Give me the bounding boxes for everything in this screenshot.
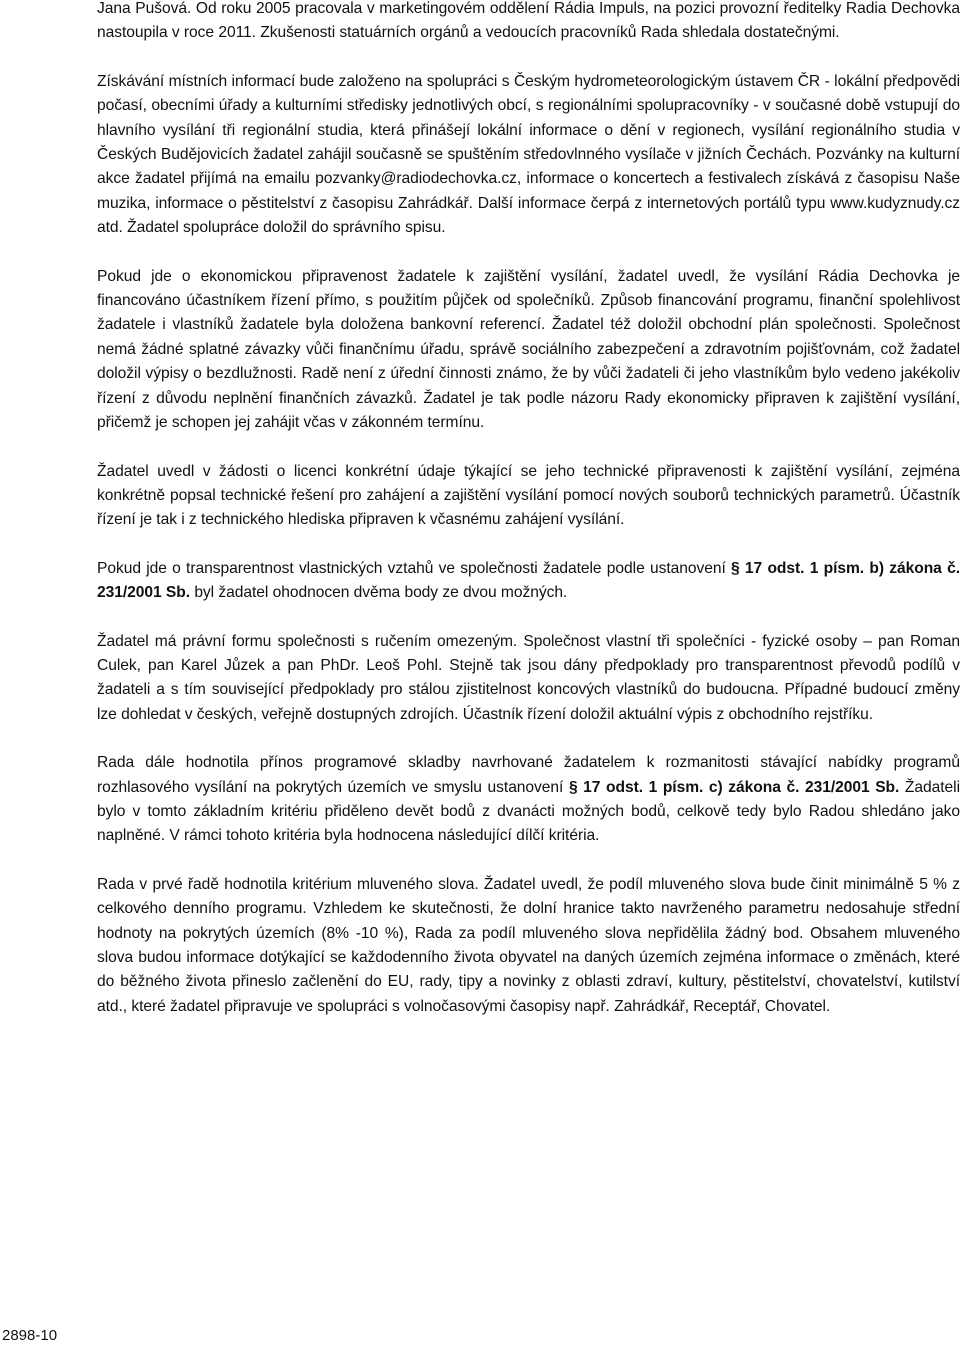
- document-page: [97, 0, 960, 1019]
- paragraph-staff-experience: Jana Pušová. Od roku 2005 pracovala v marketingovém oddělení Rádia Impuls, na pozici provozní ředitelky Radia Dechovka nastoupila v roce 2011. Zkušenosti statuárních orgánů a vedoucích pracovníků Rada shledala dostatečnými.: [97, 0, 960, 42]
- ownership-text-before: Pokud jde o transparentnost vlastnických vztahů ve společnosti žadatele podle ustanovení: [97, 559, 732, 577]
- legal-reference-b: § 17 odst. 1 písm. b) zákona č. 231/2001 Sb.: [97, 559, 960, 602]
- paragraph-program-diversity: [97, 751, 960, 849]
- ownership-text-after: byl žadatel ohodnocen dvěma body ze dvou možných.: [190, 584, 568, 602]
- diversity-text-before: Rada dále hodnotila přínos programové skladby navrhované žadatelem k rozmanitosti stávající nabídky programů rozhlasového vysílání na pokrytých územích ve smyslu ustanovení: [97, 754, 960, 796]
- paragraph-spoken-word: Rada v prvé řadě hodnotila kritérium mluveného slova. Žadatel uvedl, že podíl mluveného slova bude činit minimálně 5 % z celkového denního programu. Vzhledem ke skutečnosti, že dolní hranice takto navrženého parametru nedosahuje střední hodnoty na pokrytých územích (8% -10 %), Rada za podíl mluveného slova nepřidělila žádný bod. Obsahem mluveného slova budou informace dotýkající se každodenního života obyvatel na daných územích zejména informace o změnách, které do běžného života přineslo začlenění do EU, rady, tipy a novinky z oblasti zdraví, kultury, pěstitelství, chovatelství, kutilství atd., které žadatel připravuje ve spolupráci s volnočasovými časopisy např. Zahrádkář, Receptář, Chovatel.: [97, 875, 960, 1015]
- paragraph-local-information: Získávání místních informací bude založeno na spolupráci s Českým hydrometeorologickým ústavem ČR - lokální předpovědi počasí, obecními úřady a kulturními středisky jednotlivých obcí, s regionálními spolupracovníky - v současné době vstupují do hlavního vysílání tři regionální studia, která přinášejí lokální informace o dění v regionech, vysílání regionálního studia v Českých Budějovicích žadatel zahájil současně se spuštěním středovlnného vysílače v jižních Čechách. Pozvánky na kulturní akce žadatel přijímá na emailu pozvanky@radiodechovka.cz, informace o koncertech a festivalech získává z časopisu Naše muzika, informace o pěstitelství z časopisu Zahrádkář. Další informace čerpá z internetových portálů typu www.kudyznudy.cz atd. Žadatel spolupráce doložil do správního spisu.: [97, 72, 960, 237]
- paragraph-ownership-transparency: [97, 557, 960, 606]
- page-number: 2898-10: [2, 1327, 58, 1344]
- legal-reference-c: § 17 odst. 1 písm. c) zákona č. 231/2001 Sb.: [568, 778, 900, 796]
- paragraph-technical-readiness: Žadatel uvedl v žádosti o licenci konkrétní údaje týkající se jeho technické připravenosti k zajištění vysílání, zejména konkrétně popsal technické řešení pro zahájení a zajištění vysílání pomocí nových souborů technických parametrů. Účastník řízení je tak i z technického hlediska připraven k včasnému zahájení vysílání.: [97, 462, 960, 529]
- paragraph-legal-form: Žadatel má právní formu společnosti s ručením omezeným. Společnost vlastní tři společníci - fyzické osoby – pan Roman Culek, pan Karel Jůzek a pan PhDr. Leoš Pohl. Stejně tak jsou dány předpoklady pro transparentnost převodů podílů v žadateli a s tím související předpoklady pro stálou zjistitelnost koncových vlastníků do budoucna. Případné budoucí změny lze dohledat v českých, veřejně dostupných zdrojích. Účastník řízení doložil aktuální výpis z obchodního rejstříku.: [97, 632, 960, 723]
- diversity-text-after: Žadateli bylo v tomto základním kritériu přiděleno devět bodů z dvanácti možných bodů, celkově tedy bylo Radou shledáno jako naplněné. V rámci tohoto kritéria byla hodnocena následující dílčí kritéria.: [97, 778, 960, 845]
- paragraph-economic-readiness: Pokud jde o ekonomickou připravenost žadatele k zajištění vysílání, žadatel uvedl, že vysílání Rádia Dechovka je financováno účastníkem řízení přímo, s použitím půjček od společníků. Způsob financování programu, finanční spolehlivost žadatele i vlastníků žadatele byla doložena bankovní referencí. Žadatel též doložil obchodní plán společnosti. Společnost nemá žádné splatné závazky vůči finančnímu úřadu, správě sociálního zabezpečení a zdravotním pojišťovnám, což žadatel doložil výpisy o bezdlužnosti. Radě není z úřední činnosti známo, že by vůči žadateli či jeho vlastníkům bylo vedeno jakékoliv řízení z důvodu neplnění finančních závazků. Žadatel je tak podle názoru Rady ekonomicky připraven k zajištění vysílání, přičemž je schopen jej zahájit včas v zákonném termínu.: [97, 267, 960, 432]
